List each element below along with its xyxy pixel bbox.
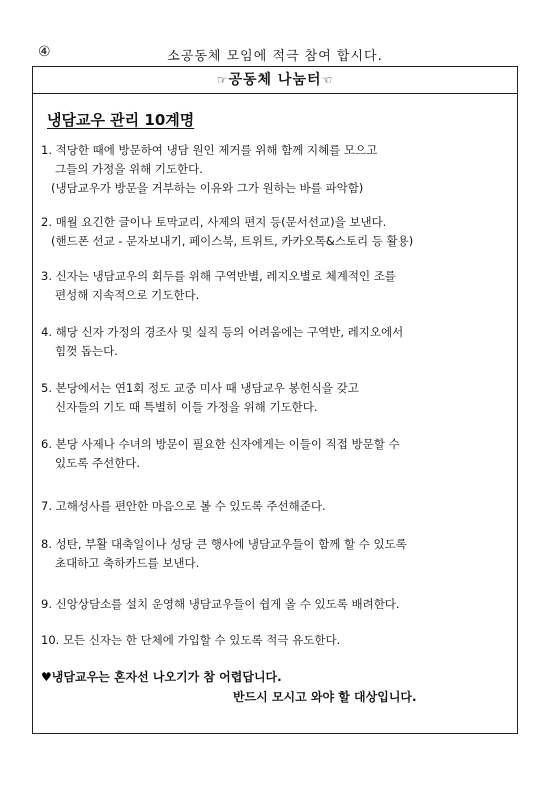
item-line: 힘껏 돕는다. bbox=[55, 344, 118, 358]
banner bbox=[33, 67, 517, 94]
item-line: 5. 본당에서는 연1회 정도 교중 미사 때 냉담교우 봉헌식을 갖고 bbox=[41, 381, 359, 395]
list-item bbox=[41, 435, 509, 473]
list-item bbox=[41, 267, 509, 305]
list-item bbox=[41, 631, 509, 650]
pointing-hand-left-icon: ☜ bbox=[321, 73, 334, 87]
item-line: 9. 신앙상담소를 설치 운영해 냉담교우들이 쉽게 올 수 있도록 배려한다. bbox=[41, 597, 400, 611]
item-note: (핸드폰 선교 - 문자보내기, 페이스북, 트위트, 카카오톡&스토리 등 활용) bbox=[51, 234, 414, 248]
item-line: 2. 매월 요긴한 글이나 토막교리, 사제의 편지 등(문서선교)을 보낸다. bbox=[41, 215, 387, 229]
item-line: 초대하고 축하카드를 보낸다. bbox=[55, 556, 200, 570]
page-heading: 소공동체 모임에 적극 참여 합시다. bbox=[167, 49, 383, 64]
heart-icon: ♥ bbox=[41, 670, 52, 684]
item-line: 신자들의 기도 때 특별히 이들 가정을 위해 기도한다. bbox=[55, 400, 318, 414]
list-item bbox=[41, 535, 509, 573]
list-item bbox=[41, 213, 509, 251]
content-frame bbox=[32, 66, 518, 734]
item-line: 있도록 주선한다. bbox=[55, 456, 141, 470]
item-line: 3. 신자는 냉담교우의 회두를 위해 구역반별, 레지오별로 체계적인 조를 bbox=[41, 269, 396, 283]
page-header bbox=[32, 44, 518, 66]
pointing-hand-right-icon: ☞ bbox=[216, 73, 229, 87]
item-line: 그들의 가정을 위해 기도한다. bbox=[55, 162, 203, 176]
closing-message bbox=[41, 667, 509, 707]
list-item bbox=[41, 379, 509, 417]
list-item bbox=[41, 595, 509, 614]
item-line: 4. 해당 신자 가정의 경조사 및 실직 등의 어려움에는 구역반, 레지오에서 bbox=[41, 325, 404, 339]
item-line: 8. 성탄, 부활 대축일이나 성당 큰 행사에 냉담교우들이 함께 할 수 있도록 bbox=[41, 537, 407, 551]
item-line: 편성해 지속적으로 기도한다. bbox=[55, 288, 200, 302]
item-line: 10. 모든 신자는 한 단체에 가입할 수 있도록 적극 유도한다. bbox=[41, 633, 341, 647]
list-item bbox=[41, 497, 509, 516]
item-note: (냉담교우가 방문을 거부하는 이유와 그가 원하는 바를 파악함) bbox=[51, 181, 364, 195]
item-line: 7. 고해성사를 편안한 마음으로 볼 수 있도록 주선해준다. bbox=[41, 499, 326, 513]
list-item bbox=[41, 323, 509, 361]
closing-line-1: 냉담교우는 혼자선 나오기가 참 어렵답니다. bbox=[51, 670, 282, 684]
item-line: 6. 본당 사제나 수녀의 방문이 필요한 신자에게는 이들이 직접 방문할 수 bbox=[41, 437, 400, 451]
banner-title: 공동체 나눔터 bbox=[228, 72, 322, 88]
item-line: 1. 적당한 때에 방문하여 냉담 원인 제거를 위해 함께 지혜를 모으고 bbox=[41, 143, 378, 157]
closing-line-2: 반드시 모시고 와야 할 대상입니다. bbox=[233, 690, 417, 704]
page-number: ④ bbox=[38, 44, 51, 60]
list-item bbox=[41, 141, 509, 198]
section-title: 냉담교우 관리 10계명 bbox=[47, 111, 195, 129]
